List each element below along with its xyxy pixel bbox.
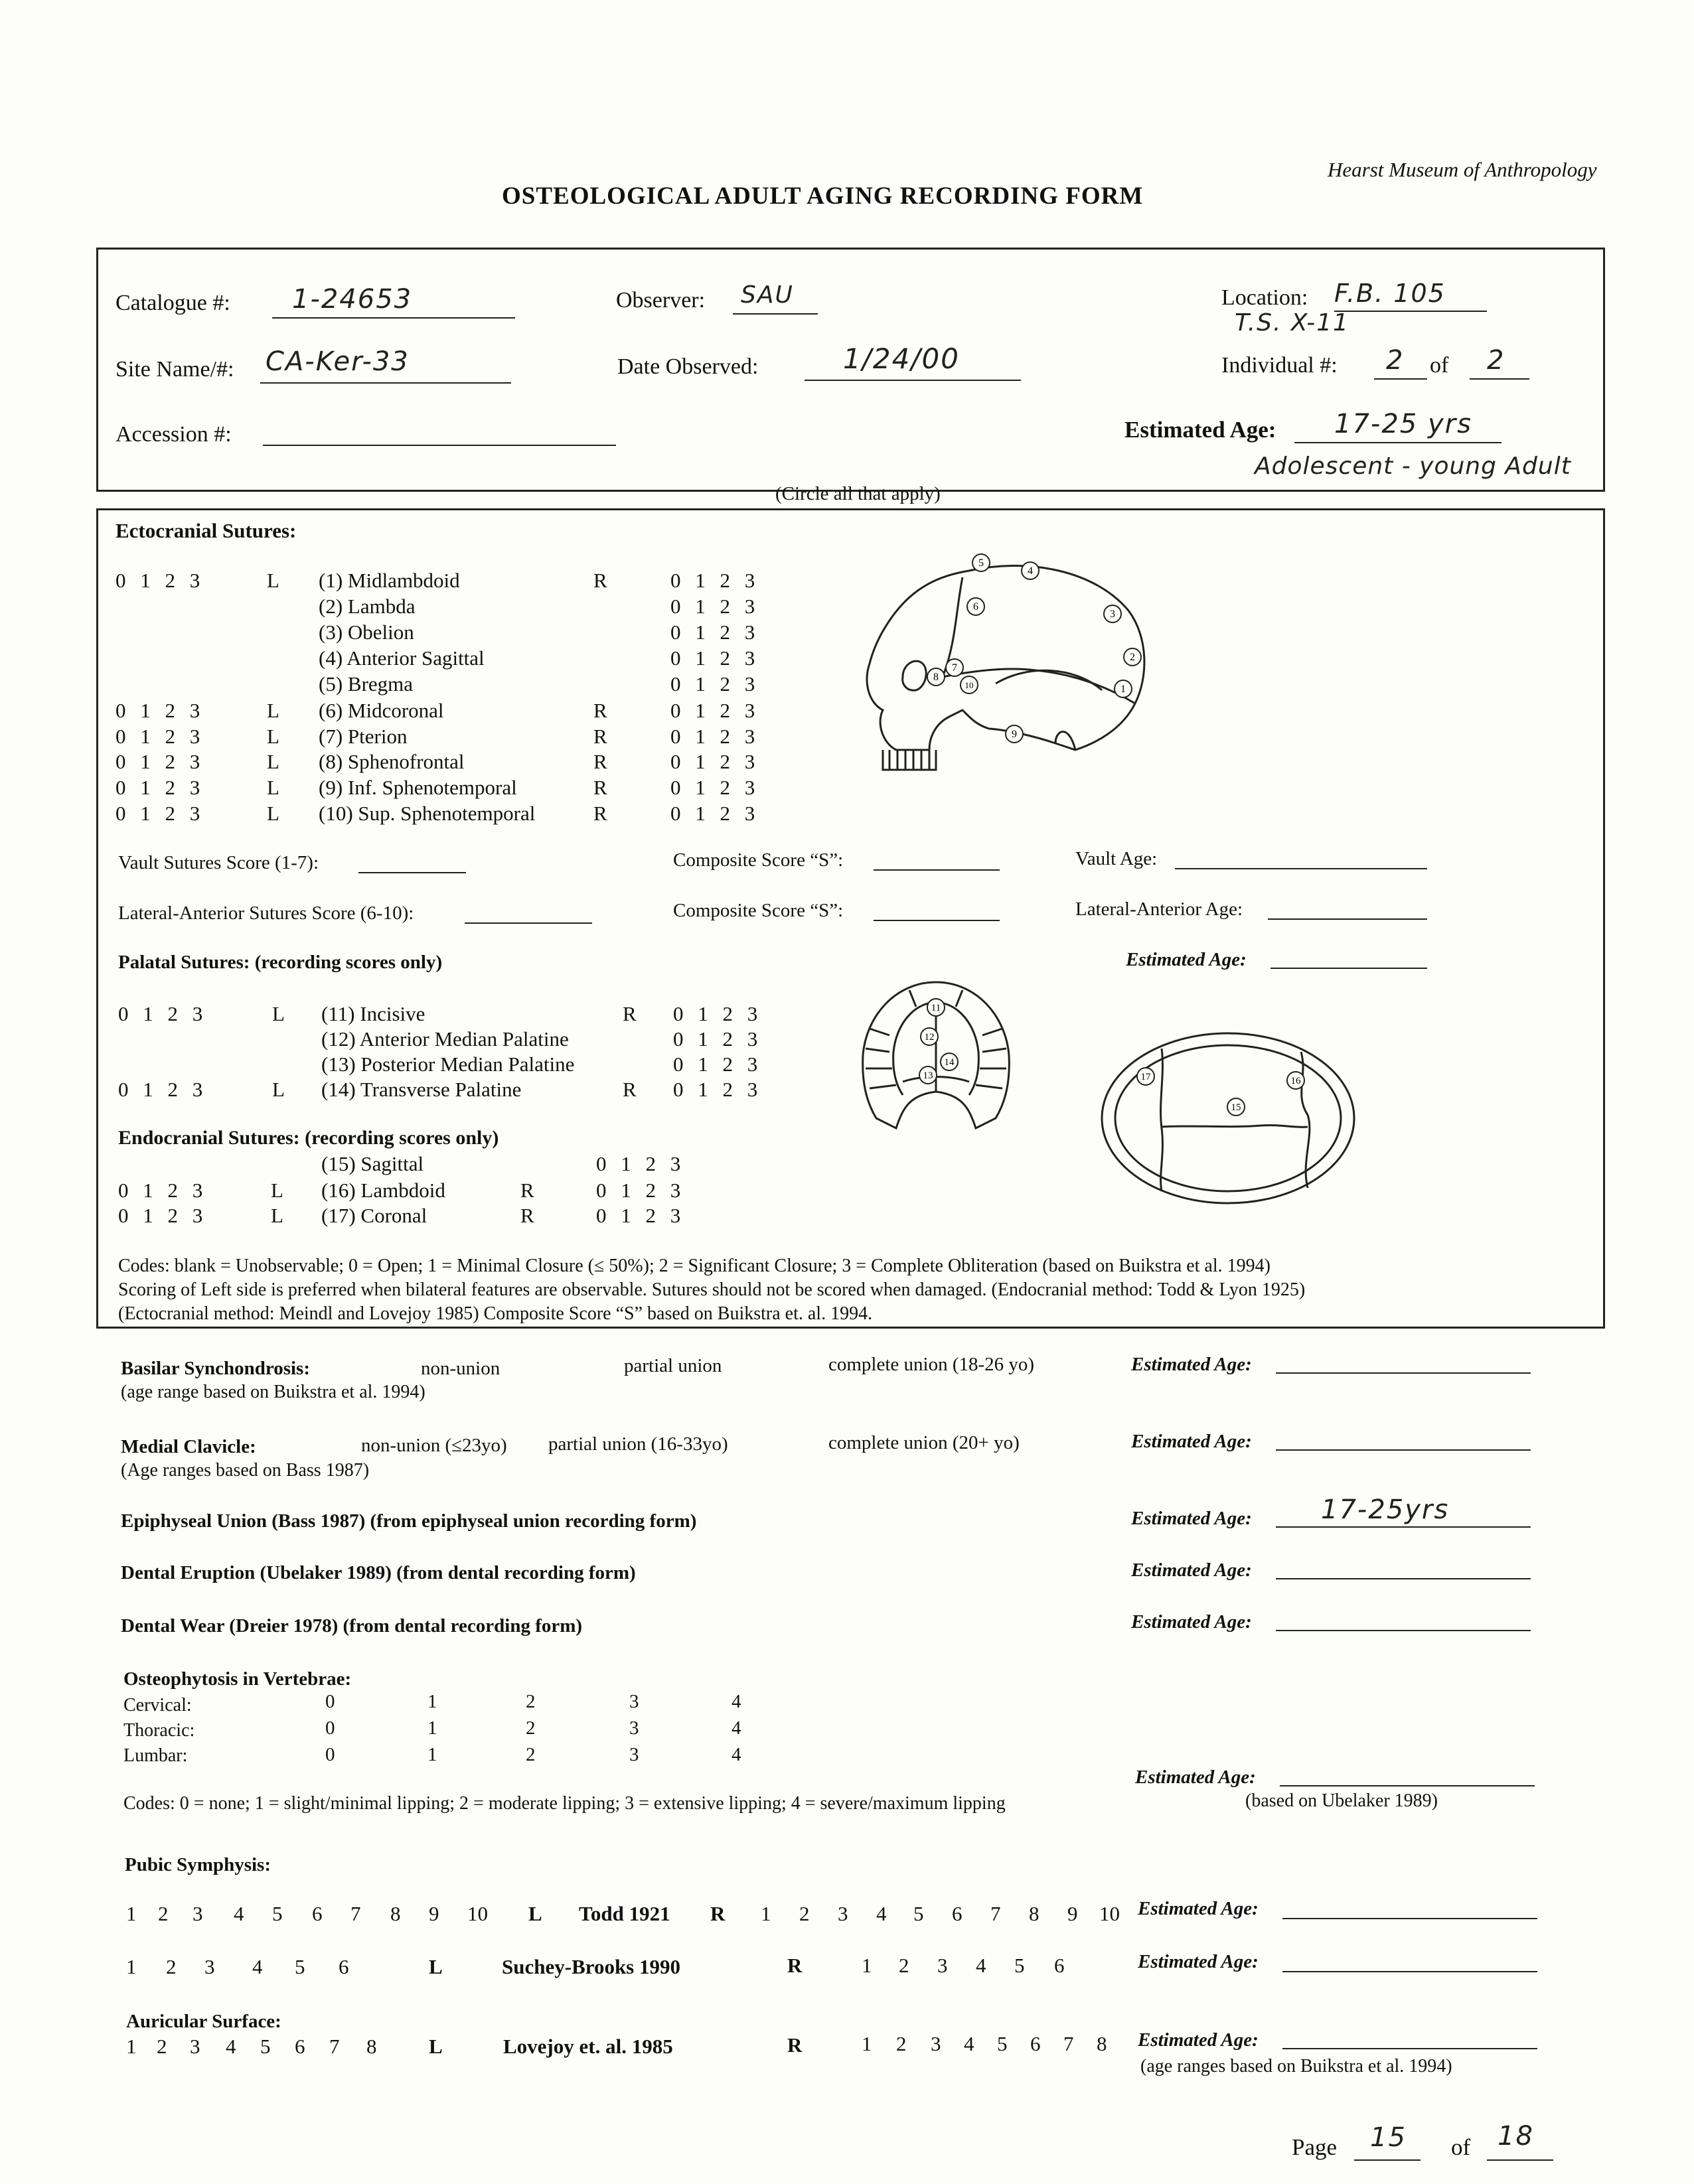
palatal-R-11: R [623, 1002, 637, 1025]
palate-marker-11: 11 [931, 1003, 941, 1013]
basilar-option-complete[interactable]: complete union (18-26 yo) [828, 1354, 1035, 1375]
date-value[interactable]: 1/24/00 [843, 342, 960, 375]
palatal-item-13: (13) Posterior Median Palatine [321, 1053, 575, 1076]
endo-right-scores-16[interactable]: 0 1 2 3 [596, 1179, 681, 1202]
epiphyseal-estimated-age-value[interactable]: 17-25yrs [1321, 1494, 1450, 1525]
observer-label: Observer: [616, 288, 706, 313]
auricular-right-score-2[interactable]: 2 [896, 2032, 907, 2055]
suchey-L: L [429, 1955, 443, 1978]
accession-label: Accession #: [116, 422, 232, 447]
estimated-age-value[interactable]: 17-25 yrs [1334, 409, 1472, 439]
pubic-heading: Pubic Symphysis: [125, 1854, 271, 1875]
auricular-left-score-8[interactable]: 8 [366, 2035, 377, 2058]
estimated-age-note[interactable]: Adolescent - young Adult [1255, 453, 1571, 480]
palatal-L-14: L [272, 1078, 285, 1101]
suchey-right-score-5[interactable]: 5 [1014, 1954, 1025, 1977]
codes-line-2: Scoring of Left side is preferred when bilateral features are observable. Sutures should not be scored when damaged. (Endocranial method: Todd & Lyon 1925) [118, 1279, 1306, 1300]
individual-of: of [1430, 353, 1449, 378]
skull-marker-8: 8 [933, 672, 939, 683]
endo-marker-16: 16 [1290, 1076, 1301, 1086]
ecto-L-7: L [267, 725, 279, 748]
dental-eruption-estimated-age-label: Estimated Age: [1131, 1560, 1252, 1581]
osteo-lumbar-score-2[interactable]: 2 [526, 1744, 536, 1765]
ecto-right-scores-8[interactable]: 0 1 2 3 [670, 750, 755, 773]
location-value[interactable]: F.B. 105 [1334, 279, 1446, 308]
todd-right-score-5[interactable]: 5 [913, 1902, 924, 1925]
ecto-item-5: (5) Bregma [319, 672, 414, 695]
ecto-right-scores-1[interactable]: 0 1 2 3 [670, 569, 755, 592]
todd-right-score-10[interactable]: 10 [1099, 1902, 1120, 1925]
todd-left-score-10[interactable]: 10 [467, 1902, 488, 1925]
auricular-left-score-4[interactable]: 4 [226, 2035, 236, 2058]
skull-marker-10: 10 [964, 680, 974, 690]
ecto-left-scores-10[interactable]: 0 1 2 3 [116, 802, 200, 825]
ecto-left-scores-1[interactable]: 0 1 2 3 [116, 569, 200, 592]
palatal-L-11: L [272, 1002, 285, 1025]
form-title: OSTEOLOGICAL ADULT AGING RECORDING FORM [502, 182, 1144, 210]
ecto-right-scores-5[interactable]: 0 1 2 3 [670, 672, 755, 695]
clavicle-option-nonunion[interactable]: non-union (≤23yo) [361, 1435, 507, 1456]
endo-L-17: L [271, 1204, 283, 1227]
endo-right-scores-17[interactable]: 0 1 2 3 [596, 1204, 681, 1227]
individual-value[interactable]: 2 [1386, 345, 1405, 376]
endo-marker-17: 17 [1140, 1072, 1151, 1082]
suchey-right-score-3[interactable]: 3 [937, 1954, 948, 1977]
ecto-left-scores-7[interactable]: 0 1 2 3 [116, 725, 200, 748]
endo-left-scores-17[interactable]: 0 1 2 3 [118, 1204, 203, 1227]
ecto-left-scores-9[interactable]: 0 1 2 3 [116, 776, 200, 799]
ecto-right-scores-9[interactable]: 0 1 2 3 [670, 776, 755, 799]
todd-left-score-4[interactable]: 4 [234, 1902, 244, 1925]
palatal-heading: Palatal Sutures: (recording scores only) [118, 952, 443, 973]
osteo-row-thoracic: Thoracic: [123, 1720, 195, 1741]
suchey-left-score-6[interactable]: 6 [339, 1955, 349, 1978]
ecto-left-scores-6[interactable]: 0 1 2 3 [116, 699, 200, 722]
catalogue-field-line[interactable] [272, 317, 515, 319]
suchey-method: Suchey-Brooks 1990 [502, 1955, 680, 1978]
location-field-line[interactable] [1334, 311, 1487, 312]
todd-R: R [710, 1902, 726, 1925]
dental-eruption-label: Dental Eruption (Ubelaker 1989) (from dental recording form) [121, 1562, 636, 1583]
individual-total[interactable]: 2 [1487, 345, 1505, 376]
todd-right-score-7[interactable]: 7 [990, 1902, 1001, 1925]
basilar-option-partial[interactable]: partial union [624, 1355, 722, 1376]
lateral-age-field-line[interactable] [1268, 918, 1427, 920]
todd-right-score-2[interactable]: 2 [799, 1902, 810, 1925]
page-total-line[interactable] [1487, 2159, 1553, 2161]
auricular-right-score-5[interactable]: 5 [997, 2032, 1008, 2055]
ecto-item-8: (8) Sphenofrontal [319, 750, 465, 773]
osteo-row-lumbar: Lumbar: [123, 1745, 188, 1766]
endo-item-15: (15) Sagittal [321, 1152, 424, 1175]
individual-total-line[interactable] [1470, 378, 1529, 380]
basilar-estimated-age-label: Estimated Age: [1131, 1354, 1252, 1375]
ecto-R-9: R [593, 776, 607, 799]
suchey-left-score-3[interactable]: 3 [204, 1955, 215, 1978]
auricular-right-score-8[interactable]: 8 [1097, 2032, 1107, 2055]
osteo-codes: Codes: 0 = none; 1 = slight/minimal lipping; 2 = moderate lipping; 3 = extensive lipping; 4 = severe/maximum lipping [123, 1793, 1006, 1814]
todd-left-score-1[interactable]: 1 [126, 1902, 137, 1925]
individual-label: Individual #: [1221, 353, 1338, 378]
todd-estimated-age-line[interactable] [1282, 1918, 1537, 1919]
cranial-estimated-age-line[interactable] [1270, 968, 1427, 969]
vault-age-field-line[interactable] [1175, 868, 1427, 869]
auricular-method: Lovejoy et. al. 1985 [503, 2035, 673, 2058]
todd-right-score-6[interactable]: 6 [952, 1902, 963, 1925]
composite-label-2: Composite Score “S”: [673, 900, 844, 921]
suchey-R: R [787, 1954, 803, 1977]
ecto-R-10: R [593, 802, 607, 825]
cranial-estimated-age-label: Estimated Age: [1126, 949, 1247, 970]
composite-field-line-1[interactable] [874, 869, 1000, 871]
ecto-right-scores-10[interactable]: 0 1 2 3 [670, 802, 755, 825]
palate-marker-12: 12 [924, 1032, 935, 1043]
osteo-thoracic-score-0[interactable]: 0 [325, 1717, 335, 1739]
todd-left-score-8[interactable]: 8 [390, 1902, 401, 1925]
osteo-estimated-age-line[interactable] [1280, 1785, 1535, 1786]
endo-item-17: (17) Coronal [321, 1204, 427, 1227]
auricular-left-score-7[interactable]: 7 [329, 2035, 340, 2058]
palatal-right-scores-13[interactable]: 0 1 2 3 [673, 1053, 758, 1076]
endo-item-16: (16) Lambdoid [321, 1179, 445, 1202]
todd-left-score-9[interactable]: 9 [429, 1902, 439, 1925]
catalogue-value[interactable]: 1-24653 [292, 284, 413, 315]
ecto-item-3: (3) Obelion [319, 620, 414, 644]
osteo-based-on: (based on Ubelaker 1989) [1245, 1790, 1438, 1811]
osteo-cervical-score-2[interactable]: 2 [526, 1691, 536, 1712]
circle-note: (Circle all that apply) [775, 483, 941, 504]
vault-label: Vault Sutures Score (1-7): [118, 852, 319, 873]
suchey-right-score-1[interactable]: 1 [862, 1954, 872, 1977]
basilar-note: (age range based on Buikstra et al. 1994) [121, 1382, 425, 1402]
date-field-line[interactable] [805, 380, 1021, 381]
ecto-item-10: (10) Sup. Sphenotemporal [319, 802, 536, 825]
page-of: of [1451, 2134, 1471, 2160]
palatal-left-scores-14[interactable]: 0 1 2 3 [118, 1078, 203, 1101]
ecto-R-7: R [593, 725, 607, 748]
skull-marker-6: 6 [973, 601, 978, 613]
palatal-right-scores-11[interactable]: 0 1 2 3 [673, 1002, 758, 1025]
accession-field-line[interactable] [263, 445, 616, 446]
palatal-item-14: (14) Transverse Palatine [321, 1078, 522, 1101]
todd-right-score-9[interactable]: 9 [1067, 1902, 1078, 1925]
clavicle-estimated-age-line[interactable] [1276, 1449, 1531, 1451]
suchey-left-score-1[interactable]: 1 [126, 1955, 137, 1978]
ecto-right-scores-3[interactable]: 0 1 2 3 [670, 620, 755, 644]
ecto-item-2: (2) Lambda [319, 595, 416, 618]
ecto-left-scores-8[interactable]: 0 1 2 3 [116, 750, 200, 773]
osteo-lumbar-score-0[interactable]: 0 [325, 1744, 335, 1765]
ecto-item-6: (6) Midcoronal [319, 699, 444, 722]
page-label: Page [1292, 2134, 1338, 2160]
ecto-L-8: L [267, 750, 279, 773]
ecto-item-7: (7) Pterion [319, 725, 408, 748]
auricular-right-score-3[interactable]: 3 [931, 2032, 941, 2055]
site-field-line[interactable] [260, 382, 511, 384]
basilar-label: Basilar Synchondrosis: [121, 1358, 310, 1379]
todd-right-score-8[interactable]: 8 [1029, 1902, 1040, 1925]
palate-marker-14: 14 [944, 1057, 955, 1068]
skull-marker-5: 5 [978, 557, 984, 569]
clavicle-option-partial[interactable]: partial union (16-33yo) [548, 1433, 728, 1455]
auricular-heading: Auricular Surface: [126, 2011, 281, 2032]
osteo-lumbar-score-4[interactable]: 4 [732, 1744, 741, 1765]
osteo-thoracic-score-4[interactable]: 4 [732, 1717, 741, 1739]
auricular-left-score-1[interactable]: 1 [126, 2035, 137, 2058]
skull-marker-7: 7 [952, 662, 957, 674]
auricular-left-score-5[interactable]: 5 [260, 2035, 271, 2058]
suchey-estimated-age-line[interactable] [1282, 1971, 1537, 1972]
lateral-label: Lateral-Anterior Sutures Score (6-10): [118, 903, 414, 924]
lateral-age-label: Lateral-Anterior Age: [1075, 899, 1243, 920]
todd-left-score-7[interactable]: 7 [350, 1902, 361, 1925]
page-number[interactable]: 15 [1370, 2122, 1407, 2153]
dental-eruption-estimated-age-line[interactable] [1276, 1578, 1531, 1579]
todd-left-score-5[interactable]: 5 [272, 1902, 283, 1925]
osteo-row-cervical: Cervical: [123, 1695, 192, 1715]
clavicle-option-complete[interactable]: complete union (20+ yo) [828, 1432, 1020, 1453]
date-label: Date Observed: [617, 354, 759, 379]
site-label: Site Name/#: [116, 357, 234, 382]
osteo-thoracic-score-3[interactable]: 3 [629, 1717, 639, 1739]
clavicle-estimated-age-label: Estimated Age: [1131, 1431, 1252, 1452]
palatal-R-14: R [623, 1078, 637, 1101]
museum-name: Hearst Museum of Anthropology [1328, 158, 1597, 181]
endo-marker-15: 15 [1231, 1102, 1241, 1113]
endo-scores-15[interactable]: 0 1 2 3 [596, 1152, 681, 1175]
osteo-thoracic-score-2[interactable]: 2 [526, 1717, 536, 1739]
osteo-thoracic-score-1[interactable]: 1 [427, 1717, 437, 1739]
clavicle-label: Medial Clavicle: [121, 1436, 256, 1457]
estimated-age-label: Estimated Age: [1124, 417, 1276, 443]
endo-heading: Endocranial Sutures: (recording scores only) [118, 1127, 499, 1149]
palatal-left-scores-11[interactable]: 0 1 2 3 [118, 1002, 203, 1025]
skull-marker-3: 3 [1110, 609, 1115, 620]
auricular-L: L [429, 2035, 443, 2058]
page-number-line[interactable] [1354, 2159, 1421, 2161]
ecto-R-8: R [593, 750, 607, 773]
individual-field-line[interactable] [1374, 378, 1427, 380]
vault-age-label: Vault Age: [1075, 848, 1158, 869]
auricular-left-score-2[interactable]: 2 [157, 2035, 167, 2058]
todd-left-score-6[interactable]: 6 [312, 1902, 323, 1925]
catalogue-label: Catalogue #: [116, 291, 230, 315]
auricular-right-score-6[interactable]: 6 [1030, 2032, 1041, 2055]
dental-wear-label: Dental Wear (Dreier 1978) (from dental recording form) [121, 1615, 583, 1637]
todd-left-score-2[interactable]: 2 [158, 1902, 169, 1925]
endo-L-16: L [271, 1179, 283, 1202]
osteo-cervical-score-0[interactable]: 0 [325, 1691, 335, 1712]
observer-value[interactable]: SAU [741, 281, 794, 309]
auricular-R: R [787, 2033, 803, 2057]
dental-wear-estimated-age-label: Estimated Age: [1131, 1611, 1252, 1633]
composite-field-line-2[interactable] [874, 920, 1000, 921]
auricular-left-score-6[interactable]: 6 [295, 2035, 305, 2058]
clavicle-note: (Age ranges based on Bass 1987) [121, 1460, 370, 1481]
osteo-heading: Osteophytosis in Vertebrae: [123, 1668, 352, 1690]
suchey-right-score-4[interactable]: 4 [976, 1954, 986, 1977]
suchey-right-score-2[interactable]: 2 [899, 1954, 909, 1977]
ecto-right-scores-6[interactable]: 0 1 2 3 [670, 699, 755, 722]
composite-label-1: Composite Score “S”: [673, 849, 844, 871]
todd-right-score-3[interactable]: 3 [838, 1902, 848, 1925]
auricular-left-score-3[interactable]: 3 [190, 2035, 200, 2058]
lateral-field-line[interactable] [465, 922, 592, 924]
skull-lateral-diagram [856, 551, 1162, 790]
site-value[interactable]: CA-Ker-33 [266, 346, 410, 377]
todd-left-score-3[interactable]: 3 [193, 1902, 203, 1925]
ecto-heading: Ectocranial Sutures: [116, 519, 297, 542]
suchey-right-score-6[interactable]: 6 [1054, 1954, 1065, 1977]
todd-estimated-age-label: Estimated Age: [1138, 1898, 1259, 1919]
ecto-right-scores-4[interactable]: 0 1 2 3 [670, 646, 755, 670]
skull-marker-2: 2 [1130, 652, 1135, 663]
dental-wear-estimated-age-line[interactable] [1276, 1630, 1531, 1631]
auricular-right-score-4[interactable]: 4 [964, 2032, 974, 2055]
todd-right-score-1[interactable]: 1 [761, 1902, 771, 1925]
location-label: Location: [1221, 285, 1308, 310]
auricular-right-score-1[interactable]: 1 [862, 2032, 872, 2055]
todd-method: Todd 1921 [579, 1902, 670, 1925]
epiphyseal-estimated-age-line[interactable] [1276, 1526, 1531, 1528]
ecto-right-scores-2[interactable]: 0 1 2 3 [670, 595, 755, 618]
skull-marker-1: 1 [1120, 684, 1126, 695]
endo-R-16: R [520, 1179, 534, 1202]
epiphyseal-estimated-age-label: Estimated Age: [1131, 1508, 1252, 1529]
osteo-cervical-score-3[interactable]: 3 [629, 1691, 639, 1712]
basilar-estimated-age-line[interactable] [1276, 1372, 1531, 1374]
todd-right-score-4[interactable]: 4 [876, 1902, 887, 1925]
epiphyseal-label: Epiphyseal Union (Bass 1987) (from epiphyseal union recording form) [121, 1510, 697, 1532]
palatal-item-11: (11) Incisive [321, 1002, 425, 1025]
ecto-item-1: (1) Midlambdoid [319, 569, 460, 592]
codes-line-3: (Ectocranial method: Meindl and Lovejoy 1985) Composite Score “S” based on Buikstra et. al. 1994. [118, 1303, 873, 1324]
ecto-R-6: R [593, 699, 607, 722]
palatal-item-12: (12) Anterior Median Palatine [321, 1027, 569, 1051]
codes-line-1: Codes: blank = Unobservable; 0 = Open; 1 = Minimal Closure (≤ 50%); 2 = Significant Closure; 3 = Complete Obliteration (based on Buikstra et al. 1994) [118, 1256, 1270, 1276]
auricular-estimated-age-label: Estimated Age: [1138, 2029, 1259, 2051]
palate-diagram [850, 976, 1022, 1141]
ecto-L-9: L [267, 776, 279, 799]
estimated-age-line[interactable] [1294, 442, 1502, 443]
suchey-left-score-4[interactable]: 4 [252, 1955, 263, 1978]
skull-marker-4: 4 [1028, 565, 1033, 577]
palate-marker-13: 13 [923, 1070, 933, 1081]
osteo-cervical-score-1[interactable]: 1 [427, 1691, 437, 1712]
location-value-2[interactable]: T.S. X-11 [1235, 309, 1350, 336]
suchey-estimated-age-label: Estimated Age: [1138, 1951, 1259, 1972]
ecto-L-10: L [267, 802, 279, 825]
ecto-L-6: L [267, 699, 279, 722]
endo-R-17: R [520, 1204, 534, 1227]
auricular-right-score-7[interactable]: 7 [1063, 2032, 1074, 2055]
ecto-right-scores-7[interactable]: 0 1 2 3 [670, 725, 755, 748]
ecto-item-9: (9) Inf. Sphenotemporal [319, 776, 517, 799]
todd-L: L [528, 1902, 542, 1925]
ecto-L-1: L [267, 569, 279, 592]
palatal-right-scores-12[interactable]: 0 1 2 3 [673, 1027, 758, 1051]
suchey-left-score-2[interactable]: 2 [166, 1955, 177, 1978]
endo-left-scores-16[interactable]: 0 1 2 3 [118, 1179, 203, 1202]
vault-field-line[interactable] [358, 872, 466, 873]
osteo-cervical-score-4[interactable]: 4 [732, 1691, 741, 1712]
endocranial-diagram [1095, 1029, 1361, 1208]
suchey-left-score-5[interactable]: 5 [295, 1955, 305, 1978]
auricular-note: (age ranges based on Buikstra et al. 1994) [1140, 2056, 1452, 2076]
ecto-R-1: R [593, 569, 607, 592]
osteo-lumbar-score-3[interactable]: 3 [629, 1744, 639, 1765]
auricular-estimated-age-line[interactable] [1282, 2048, 1537, 2049]
basilar-option-nonunion[interactable]: non-union [421, 1358, 501, 1379]
osteo-estimated-age-label: Estimated Age: [1135, 1767, 1256, 1788]
skull-marker-9: 9 [1012, 729, 1017, 740]
ecto-item-4: (4) Anterior Sagittal [319, 646, 485, 670]
observer-field-line[interactable] [733, 313, 818, 315]
palatal-right-scores-14[interactable]: 0 1 2 3 [673, 1078, 758, 1101]
page-total[interactable]: 18 [1498, 2121, 1534, 2151]
osteo-lumbar-score-1[interactable]: 1 [427, 1744, 437, 1765]
